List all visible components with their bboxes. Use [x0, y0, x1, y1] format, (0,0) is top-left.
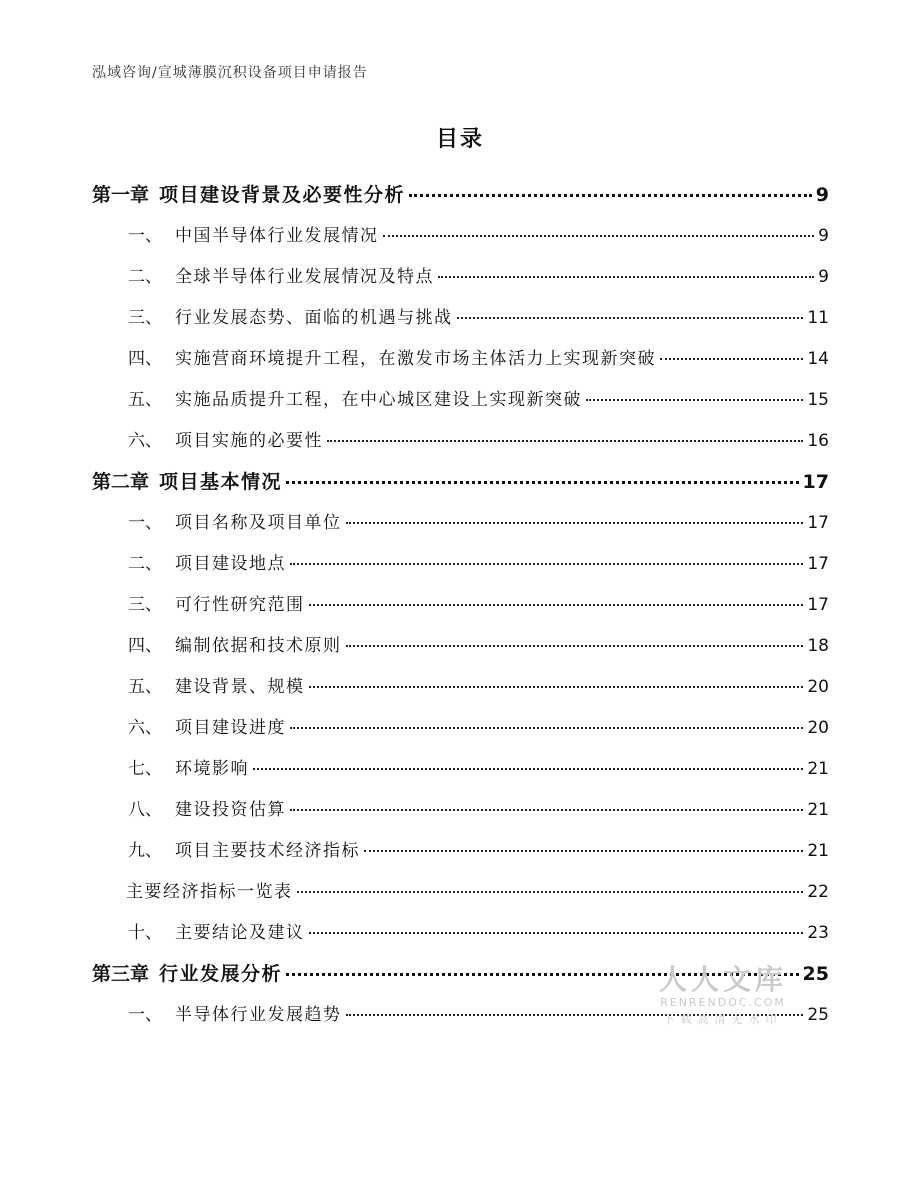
toc-entry-page: 14: [807, 349, 829, 369]
toc-entry-page: 17: [807, 513, 829, 533]
dot-leader: [346, 522, 804, 524]
toc-section-entry[interactable]: [92, 221, 829, 246]
toc-entry-number: 七、: [128, 759, 162, 779]
toc-section-entry[interactable]: [92, 590, 829, 615]
toc-section-entry[interactable]: [92, 918, 829, 943]
toc-entry-number: 二、: [128, 267, 162, 287]
toc-entry-page: 25: [807, 1005, 829, 1025]
toc-entry-title: 项目基本情况: [159, 471, 283, 493]
watermark-tagline: 下载高清无水印: [663, 1013, 783, 1026]
toc-section-entry[interactable]: [92, 836, 829, 861]
dot-leader: [346, 645, 804, 647]
running-header: 泓域咨询/宣城薄膜沉积设备项目申请报告: [92, 65, 368, 81]
toc-section-entry[interactable]: [92, 262, 829, 287]
dot-leader: [383, 235, 815, 237]
toc-entry-page: 22: [807, 882, 829, 902]
dot-leader: [327, 440, 803, 442]
toc-entry-page: 18: [807, 636, 829, 656]
watermark-logo: 人人文库: [658, 963, 787, 996]
toc-entry-title: 项目名称及项目单位: [175, 513, 342, 533]
toc-entry-page: 9: [818, 226, 829, 246]
toc-entry-number: 九、: [128, 841, 162, 861]
toc-entry-page: 15: [807, 390, 829, 410]
toc-entry-page: 11: [807, 308, 829, 328]
toc-entry-title: 项目建设背景及必要性分析: [159, 184, 406, 206]
toc-section-entry[interactable]: [92, 508, 829, 533]
toc-section-entry[interactable]: [92, 795, 829, 820]
dot-leader: [290, 727, 803, 729]
toc-entry-page: 17: [807, 554, 829, 574]
toc-entry-title: 项目建设进度: [175, 718, 286, 738]
dot-leader: [364, 850, 803, 852]
toc-section-entry[interactable]: [92, 877, 829, 902]
toc-entry-page: 20: [807, 677, 829, 697]
toc-entry-title: 主要经济指标一览表: [126, 882, 293, 902]
toc-entry-number: 八、: [128, 800, 162, 820]
toc-chapter-entry[interactable]: [92, 180, 829, 207]
toc-entry-number: 六、: [128, 718, 162, 738]
toc-entry-title: 行业发展分析: [159, 963, 283, 985]
toc-entry-title: 实施营商环境提升工程，在激发市场主体活力上实现新突破: [175, 349, 656, 369]
toc-entry-number: 三、: [128, 595, 162, 615]
dot-leader: [309, 686, 804, 688]
toc-entry-page: 9: [815, 184, 829, 206]
toc-entry-number: 五、: [128, 677, 162, 697]
toc-entry-page: 25: [802, 963, 829, 985]
toc-section-entry[interactable]: [92, 672, 829, 697]
toc-entry-title: 环境影响: [175, 759, 249, 779]
toc-entry-title: 项目实施的必要性: [175, 431, 323, 451]
toc-entry-page: 21: [807, 759, 829, 779]
toc-entry-number: 二、: [128, 554, 162, 574]
toc-section-entry[interactable]: [92, 303, 829, 328]
toc-entry-page: 9: [818, 267, 829, 287]
watermark: [648, 958, 798, 1027]
toc-entry-title: 行业发展态势、面临的机遇与挑战: [175, 308, 453, 328]
toc-entry-page: 17: [802, 471, 829, 493]
toc-entry-number: 五、: [128, 390, 162, 410]
toc-section-entry[interactable]: [92, 426, 829, 451]
toc-entry-number: 四、: [128, 349, 162, 369]
toc-entry-title: 主要结论及建议: [175, 923, 305, 943]
toc-entry-number: 第二章: [92, 471, 150, 493]
toc-section-entry[interactable]: [92, 713, 829, 738]
toc-entry-number: 四、: [128, 636, 162, 656]
dot-leader: [309, 932, 804, 934]
toc-entry-page: 23: [807, 923, 829, 943]
toc-entry-title: 项目建设地点: [175, 554, 286, 574]
toc-section-entry[interactable]: [92, 754, 829, 779]
toc-entry-page: 21: [807, 841, 829, 861]
toc-entry-number: 一、: [128, 1005, 162, 1025]
dot-leader: [286, 481, 799, 484]
toc-entry-number: 第三章: [92, 963, 150, 985]
toc-entry-page: 20: [807, 718, 829, 738]
toc-title: 目录: [435, 127, 484, 152]
dot-leader: [586, 399, 803, 401]
toc-entry-number: 三、: [128, 308, 162, 328]
toc-entry-title: 全球半导体行业发展情况及特点: [175, 267, 434, 287]
dot-leader: [409, 194, 812, 197]
toc-entry-title: 建设背景、规模: [175, 677, 305, 697]
toc-section-entry[interactable]: [92, 385, 829, 410]
toc-entry-title: 中国半导体行业发展情况: [175, 226, 379, 246]
dot-leader: [297, 891, 804, 893]
dot-leader: [290, 809, 803, 811]
toc-entry-number: 一、: [128, 226, 162, 246]
toc-entry-number: 六、: [128, 431, 162, 451]
watermark-site: RENRENDOC.COM: [660, 996, 786, 1009]
toc-section-entry[interactable]: [92, 549, 829, 574]
dot-leader: [253, 768, 803, 770]
toc-entry-number: 第一章: [92, 184, 150, 206]
dot-leader: [438, 276, 814, 278]
dot-leader: [457, 317, 804, 319]
toc-section-entry[interactable]: [92, 631, 829, 656]
toc-entry-number: 十、: [128, 923, 162, 943]
toc-entry-title: 实施品质提升工程，在中心城区建设上实现新突破: [175, 390, 582, 410]
dot-leader: [309, 604, 804, 606]
toc-entry-title: 可行性研究范围: [175, 595, 305, 615]
toc-entry-title: 编制依据和技术原则: [175, 636, 342, 656]
toc-entry-title: 建设投资估算: [175, 800, 286, 820]
toc-entry-title: 项目主要技术经济指标: [175, 841, 360, 861]
toc-entry-page: 21: [807, 800, 829, 820]
toc-chapter-entry[interactable]: [92, 467, 829, 494]
dot-leader: [290, 563, 803, 565]
dot-leader: [660, 358, 803, 360]
toc-entry-page: 16: [807, 431, 829, 451]
toc-entry-page: 17: [807, 595, 829, 615]
toc-entry-number: 一、: [128, 513, 162, 533]
toc-entry-title: 半导体行业发展趋势: [175, 1005, 342, 1025]
toc-section-entry[interactable]: [92, 344, 829, 369]
